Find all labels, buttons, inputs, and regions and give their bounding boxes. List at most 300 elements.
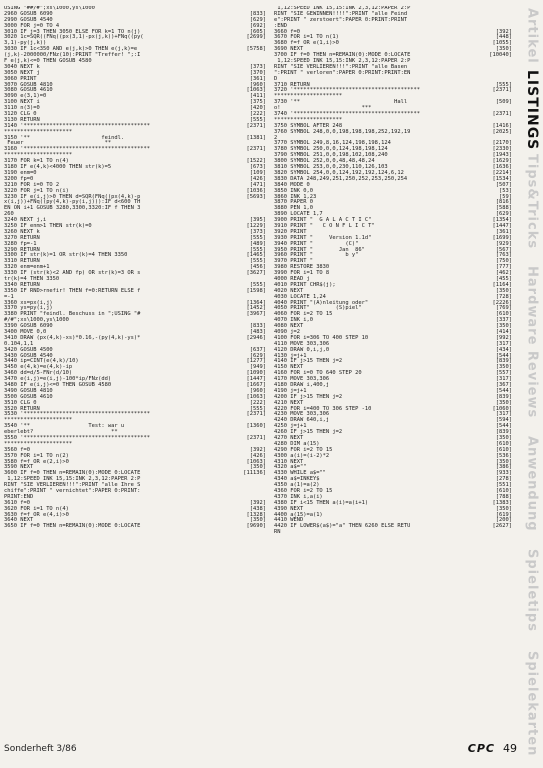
- code-text: 4300 a(i)=(i-2)*2: [274, 452, 330, 459]
- checksum: [456]: [249, 264, 266, 271]
- checksum: [317]: [495, 340, 512, 347]
- code-text: RINT "SIE GEWINNEN!!!!":PRINT "alle Feind: [274, 10, 408, 17]
- code-text: 4190 j=j+1: [274, 387, 307, 394]
- checksum: [551]: [495, 482, 512, 489]
- code-text: 3190 enm=0: [4, 169, 37, 176]
- code-text: 3120 CLG 0: [4, 111, 37, 118]
- checksum: [59]: [499, 193, 512, 200]
- code-text: 3890 LOCATE 1,7: [274, 211, 323, 218]
- checksum: [629]: [495, 211, 512, 218]
- checksum: [1636]: [492, 164, 512, 171]
- checksum: [438]: [249, 505, 266, 512]
- checksum: [555]: [249, 258, 266, 265]
- checksum: [1381]: [246, 134, 266, 141]
- tab-label: LISTINGS: [524, 69, 540, 151]
- checksum: [392]: [495, 28, 512, 35]
- code-text: 3320 enm=enm+1: [4, 264, 50, 271]
- checksum: [1060]: [492, 405, 512, 412]
- code-text: 4310 NEXT: [274, 458, 304, 465]
- checksum: [350]: [495, 323, 512, 330]
- code-text: (j,k)-2000000/FNz(10):PRINT "Treffer! ";:I: [4, 52, 141, 59]
- code-text: chiffe":PRINT " vernichtet":PAPER 0:PRINT:: [4, 488, 141, 495]
- checksum: [960]: [249, 81, 266, 88]
- checksum: [361]: [495, 228, 512, 235]
- code-text: e":PRINT " zerstoert":PAPER 0:PRINT:PRINT: [274, 16, 408, 23]
- code-text: 3240 NEXT j,i: [4, 217, 47, 224]
- checksum: [763]: [495, 252, 512, 259]
- code-text: 3490 GOSUB 4810: [4, 387, 53, 394]
- code-text: 3750 SYMBOL AFTER 248: [274, 122, 343, 129]
- checksum: [367]: [495, 382, 512, 388]
- checksum: [2371]: [246, 411, 266, 418]
- code-text: 4070 INK i,0: [274, 317, 313, 324]
- code-text: 1,12:SPEED INK 15,15:INK 2,3,12:PAPER 2:P: [274, 58, 411, 65]
- code-text: 3480 IF e(i,j)<=0 THEN GOSUB 4580: [4, 382, 112, 388]
- code-text: Feuer **: [4, 140, 112, 147]
- checksum: [414]: [495, 328, 512, 335]
- code-text: 3310 RETURN: [4, 258, 40, 265]
- checksum: [555]: [249, 246, 266, 253]
- code-text: *********************: [4, 128, 73, 135]
- checksum: [1090]: [246, 370, 266, 377]
- code-text: 260: [4, 211, 14, 218]
- code-text: 3370 ys=py(i,j): [4, 305, 53, 312]
- code-text: 3760 SYMBOL 248,0,0,198,198,198,252,192,19: [274, 128, 411, 135]
- code-text: 3850 INK 0,0: [274, 187, 313, 194]
- checksum: [278]: [495, 476, 512, 483]
- checksum: [350]: [495, 399, 512, 406]
- checksum: [728]: [495, 293, 512, 300]
- code-text: 4330 WHILE a$="": [274, 470, 326, 477]
- checksum: [1164]: [492, 281, 512, 288]
- code-text: 4260 IF j>15 THEN j=2: [274, 429, 343, 436]
- code-text: 3740 '***************************************: [274, 111, 421, 118]
- checksum: [420]: [249, 105, 266, 112]
- code-text: 3950 PRINT " Jan 86": [274, 246, 365, 253]
- checksum: [5693]: [246, 193, 266, 200]
- code-text: 3810 SYMBOL 253,0,0,230,110,126,103: [274, 164, 388, 171]
- code-text: 3090 e(3,1)=0: [4, 93, 47, 100]
- code-text: RN: [274, 529, 281, 536]
- code-text: 3940 PRINT " (C)": [274, 240, 359, 247]
- checksum: [1360]: [246, 423, 266, 430]
- code-text: 3450 e(4,k)=e(4,k)-ip: [4, 364, 73, 371]
- checksum: [610]: [495, 311, 512, 318]
- code-text: 3330 IF (str(k)<2 AND fp) OR str(k)=3 OR s: [4, 270, 141, 277]
- code-text: *********************: [274, 116, 343, 123]
- code-text: 1,12:SPEED INK 15,15:INK 2,3,12:PAPER 2:P: [274, 6, 411, 11]
- checksum: [610]: [495, 440, 512, 447]
- code-text: 3420 GOSUB 4500: [4, 346, 53, 353]
- checksum: [471]: [249, 181, 266, 188]
- code-text: 4270 NEXT: [274, 435, 304, 442]
- code-text: 4410 WEND: [274, 517, 304, 524]
- code-text: 3630 f=f OR e(4,i)>0: [4, 511, 69, 518]
- checksum: [750]: [495, 258, 512, 265]
- checksum: [1063]: [246, 393, 266, 400]
- code-text: 3220 FOR j=1 TO n(i): [4, 187, 69, 194]
- code-text: 4140 IF j>15 THEN j=2: [274, 358, 343, 365]
- code-text: 4250 j=j+1: [274, 423, 307, 430]
- checksum: [610]: [495, 488, 512, 495]
- tab-artikel: [521, 4, 543, 68]
- code-text: 3410 DRAW (px(4,k)-xs)*0.16,-(py(4,k)-ys)*: [4, 334, 141, 341]
- checksum: [567]: [495, 246, 512, 253]
- code-text: 3970 PRINT ": [274, 258, 313, 265]
- code-text: 3100 NEXT i: [4, 99, 40, 106]
- code-text: 4370 INK i,a(i): [274, 493, 323, 500]
- checksum: [2170]: [492, 140, 512, 147]
- code-text: 3030 IF 1c<350 AND e(j,k)>0 THEN e(j,k)=e: [4, 46, 138, 53]
- checksum: [3967]: [246, 311, 266, 318]
- code-text: 3790 SYMBOL 251,0,0,198,102,108,240: [274, 152, 388, 159]
- checksum: [200]: [495, 517, 512, 524]
- code-text: 3900 PRINT " G A L A C T I C": [274, 217, 372, 224]
- code-text: 3690 NEXT: [274, 46, 304, 53]
- code-text: 3040 NEXT k: [4, 63, 40, 70]
- code-text: 3870 PAPER 0: [274, 199, 313, 206]
- code-text: 4280 DIM a(15): [274, 440, 320, 447]
- magazine-brand: CPC: [467, 742, 495, 755]
- checksum: [317]: [495, 411, 512, 418]
- code-text: 4220 FOR i=400 TO 306 STEP -10: [274, 405, 372, 412]
- checksum: [1063]: [246, 87, 266, 94]
- tab-spieletips: [521, 544, 543, 636]
- checksum: [629]: [249, 16, 266, 23]
- code-text: D: [274, 75, 278, 82]
- checksum: [839]: [495, 393, 512, 400]
- checksum: [507]: [495, 181, 512, 188]
- checksum: [1277]: [246, 358, 266, 365]
- code-text: 3010 IF j=3 THEN 3050 ELSE FOR k=1 TO n(j): [4, 28, 141, 35]
- code-text: 3300 IF str(k)=1 OR str(k)=4 THEN 3350: [4, 252, 128, 259]
- checksum: [692]: [249, 22, 266, 29]
- checksum: [350]: [495, 46, 512, 53]
- code-text: 3720 '***************************************: [274, 87, 421, 94]
- checksum: [2371]: [246, 435, 266, 442]
- code-text: 3610 f=0: [4, 499, 30, 506]
- code-text: 4230 MOVE 303,306: [274, 411, 330, 418]
- checksum: [350]: [495, 287, 512, 294]
- code-text: 4080 NEXT: [274, 323, 304, 330]
- checksum: [1416]: [492, 122, 512, 129]
- checksum: [411]: [249, 93, 266, 100]
- code-text: 3000 FOR j=0 TO 4: [4, 22, 60, 29]
- code-text: *********************: [274, 93, 343, 100]
- code-text: 3280 fp=-1: [4, 240, 37, 247]
- code-text: 3600 IF f=0 THEN n=REMAIN(0):MODE 0:LOCATE: [4, 470, 141, 477]
- code-text: 3360 xs=px(i,j): [4, 299, 53, 306]
- code-text: 4110 MOVE 303,306: [274, 340, 330, 347]
- code-text: 3710 RETURN: [274, 81, 310, 88]
- code-text: 3860 INK 1,23: [274, 193, 317, 200]
- checksum: [350]: [495, 458, 512, 465]
- code-text: 3820 SYMBOL 254,0,0,124,192,192,124,6,12: [274, 169, 404, 176]
- checksum: [337]: [495, 317, 512, 324]
- checksum: [769]: [495, 305, 512, 312]
- code-text: 4380 IF i<15 THEN a(i)=a(i+1): [274, 499, 369, 506]
- checksum: [370]: [249, 69, 266, 76]
- code-text: 3780 SYMBOL 250,0,0,124,198,198,124: [274, 146, 388, 153]
- checksum: [317]: [495, 376, 512, 383]
- code-text: 4240 DRAW 640,i,j: [274, 417, 330, 424]
- checksum: [1328]: [246, 511, 266, 518]
- checksum: [1036]: [246, 187, 266, 194]
- code-text: 3660 f=0: [274, 28, 300, 35]
- checksum: [555]: [495, 81, 512, 88]
- code-text: o! ***: [274, 105, 372, 112]
- code-text: 4050 PRINT" (S)piel": [274, 305, 362, 312]
- code-text: 4170 MOVE 303,306: [274, 376, 330, 383]
- checksum: [637]: [249, 346, 266, 353]
- checksum: [1364]: [246, 299, 266, 306]
- code-text: EN ON i+1 GOSUB 3280,3300,3320:IF f THEN 3: [4, 205, 141, 212]
- code-text: 4100 FOR i=306 TO 400 STEP 10: [274, 334, 369, 341]
- checksum: [455]: [495, 275, 512, 282]
- code-text: 4090 j=2: [274, 328, 300, 335]
- code-text: 3210 FOR i=0 TO 2: [4, 181, 60, 188]
- section-tabs: [521, 0, 543, 768]
- code-text: 3830 DATA 248,249,251,250,252,253,250,254: [274, 175, 408, 182]
- code-text: 4150 NEXT: [274, 364, 304, 371]
- checksum: [833]: [249, 10, 266, 17]
- code-text: 4390 NEXT: [274, 505, 304, 512]
- tab-tips-tricks: [521, 154, 543, 250]
- checksum: [9690]: [246, 523, 266, 530]
- code-text: 4010 PRINT CHR$(j);: [274, 281, 336, 288]
- checksum: [816]: [495, 199, 512, 206]
- listing-column-right: [274, 6, 512, 731]
- code-text: 4360 FOR i=2 TO 15: [274, 488, 333, 495]
- tab-hardware-reviews: [521, 262, 543, 422]
- code-text: 3560 f=0: [4, 446, 30, 453]
- checksum: [949]: [249, 364, 266, 371]
- checksum: [11136]: [243, 470, 266, 477]
- checksum: [483]: [249, 328, 266, 335]
- checksum: [839]: [495, 429, 512, 436]
- code-text: 3770 SYMBOL 249,8,16,124,198,198,124: [274, 140, 391, 147]
- code-text: 3380 PRINT "feindl. Beschuss in ";USING "#: [4, 311, 141, 318]
- checksum: [375]: [249, 99, 266, 106]
- checksum: [544]: [495, 423, 512, 430]
- checksum: [350]: [495, 364, 512, 371]
- code-text: :END: [274, 22, 287, 29]
- checksum: [839]: [495, 358, 512, 365]
- checksum: [605]: [249, 28, 266, 35]
- tab-label: Spielekarten: [524, 651, 540, 757]
- code-text: 3800 SYMBOL 252,0,0,48,48,48,24: [274, 158, 375, 165]
- page-footer: [4, 742, 517, 758]
- code-text: 3050 NEXT j: [4, 69, 40, 76]
- tab-listings: [521, 69, 543, 151]
- checksum: [350]: [495, 435, 512, 442]
- code-text: 3070 GOSUB 4810: [4, 81, 53, 88]
- code-line: [274, 530, 512, 536]
- code-text: =-1: [4, 293, 14, 300]
- code-text: 3230 IF e(i,j)>0 THEN d=SQR(FNq((px(4,k)-p: [4, 193, 141, 200]
- code-text: 3510 CLG 0: [4, 399, 37, 406]
- checksum: [3627]: [246, 270, 266, 277]
- checksum: [392]: [249, 499, 266, 506]
- code-text: 4000 READ j: [274, 275, 310, 282]
- tab-label: Artikel: [524, 8, 540, 64]
- checksum: [594]: [495, 417, 512, 424]
- checksum: [1229]: [246, 222, 266, 229]
- code-text: 3520 RETURN: [4, 405, 40, 412]
- code-text: 3350 IF RND>rnefir! THEN f=0:RETURN ELSE f: [4, 287, 141, 294]
- checksum: [109]: [249, 169, 266, 176]
- checksum: [2226]: [492, 299, 512, 306]
- code-text: 3540 '** Test: war u: [4, 423, 125, 430]
- checksum: [2371]: [492, 111, 512, 118]
- code-text: 3980 RESTORE 3830: [274, 264, 330, 271]
- code-text: 3110 n(3)=0: [4, 105, 40, 112]
- checksum: [1063]: [246, 458, 266, 465]
- code-text: 3920 PRINT: [274, 228, 307, 235]
- code-text: 3440 ip=CINT(e(4,k)/10): [4, 358, 79, 365]
- checksum: [509]: [495, 99, 512, 106]
- checksum: [1465]: [246, 252, 266, 259]
- code-text: 3250 IF enm>1 THEN str(k)=0: [4, 222, 92, 229]
- tab-spielekarten: [521, 646, 543, 762]
- code-text: 3180 IF e(4,k)<4000 THEN str(k)=5: [4, 164, 112, 171]
- code-text: 3700 IF f=0 THEN n=REMAIN(0):MODE 0:LOCATE: [274, 52, 411, 59]
- code-text: 4350 a(1)=a(2): [274, 482, 320, 489]
- code-text: 3,1)-py(j,k)): [4, 40, 47, 47]
- checksum: [557]: [495, 370, 512, 377]
- code-text: 3170 FOR k=1 TO n(4): [4, 158, 69, 165]
- code-text: RINT "SIE VERLIEREN!!!":PRINT "alle Basen: [274, 63, 408, 70]
- checksum: [788]: [495, 493, 512, 500]
- checksum: [361]: [249, 75, 266, 82]
- code-text: 3990 FOR i=1 TO 8: [274, 270, 330, 277]
- tab-label: Spieletips: [524, 548, 540, 632]
- code-text: 3930 PRINT " Version 1.1d": [274, 234, 372, 241]
- checksum: [2371]: [246, 122, 266, 129]
- checksum: [2214]: [492, 169, 512, 176]
- checksum: [544]: [495, 352, 512, 359]
- checksum: [610]: [495, 446, 512, 453]
- code-text: 3960 PRINT " b y": [274, 252, 359, 259]
- code-text: *********************: [4, 417, 73, 424]
- checksum: [1667]: [246, 382, 266, 388]
- code-text: 3400 MOVE 0,0: [4, 328, 47, 335]
- code-text: 3160 '***************************************: [4, 146, 151, 153]
- checksum: [350]: [495, 505, 512, 512]
- checksum: [448]: [495, 34, 512, 41]
- checksum: [350]: [249, 464, 266, 471]
- code-line: [4, 524, 266, 530]
- code-text: 0.104,1,1: [4, 340, 34, 347]
- code-text: 3730 '** Hall: [274, 99, 408, 106]
- code-text: 3500 GOSUB 4610: [4, 393, 53, 400]
- checksum: [386]: [495, 464, 512, 471]
- checksum: [1522]: [246, 158, 266, 165]
- code-text: F e(j,k)<=0 THEN GOSUB 4580: [4, 58, 92, 65]
- code-text: 4180 DRAW i,400,j: [274, 382, 330, 388]
- checksum: [489]: [249, 240, 266, 247]
- code-text: ":PRINT " verloren":PAPER 0:PRINT:PRINT:EN: [274, 69, 411, 76]
- checksum: [434]: [495, 346, 512, 353]
- code-text: 3200 fp=0: [4, 175, 34, 182]
- code-text: eberlebt? **: [4, 429, 118, 436]
- code-text: 3840 MODE 0: [274, 181, 310, 188]
- code-text: 3530 '***************************************: [4, 411, 151, 418]
- code-text: 4120 DRAW 0,i,j,0: [274, 346, 330, 353]
- code-text: 3590 NEXT: [4, 464, 34, 471]
- checksum: [777]: [495, 264, 512, 271]
- code-text: 4130 j=j+1: [274, 352, 307, 359]
- checksum: [629]: [249, 352, 266, 359]
- checksum: [1354]: [492, 217, 512, 224]
- code-text: 4400 a(15)=a(1): [274, 511, 323, 518]
- checksum: [1629]: [492, 158, 512, 165]
- code-text: 3670 FOR i=1 TO n(1): [274, 34, 339, 41]
- checksum: [1699]: [492, 234, 512, 241]
- checksum: [1383]: [492, 499, 512, 506]
- checksum: [1452]: [246, 305, 266, 312]
- tab-label: Hardware Reviews: [524, 265, 540, 419]
- listing-column-left: [4, 6, 266, 731]
- checksum: [1598]: [246, 287, 266, 294]
- code-text: 3640 NEXT: [4, 517, 34, 524]
- code-text: 2: [274, 134, 278, 141]
- checksum: [1534]: [492, 175, 512, 182]
- page-number: 49: [503, 742, 517, 755]
- checksum: [933]: [495, 470, 512, 477]
- checksum: [5758]: [246, 46, 266, 53]
- checksum: [555]: [249, 405, 266, 412]
- checksum: [426]: [249, 452, 266, 459]
- checksum: [1447]: [492, 222, 512, 229]
- code-text: 3620 FOR i=1 TO n(4): [4, 505, 69, 512]
- checksum: [2946]: [246, 334, 266, 341]
- checksum: [426]: [249, 175, 266, 182]
- checksum: [673]: [249, 164, 266, 171]
- checksum: [1055]: [492, 40, 512, 47]
- code-text: 4020 NEXT: [274, 287, 304, 294]
- code-text: *********************: [4, 152, 73, 159]
- code-text: 4420 IF LOWER$(a$)="a" THEN 6260 ELSE RETU: [274, 523, 411, 530]
- tab-label: Anwendung: [524, 436, 540, 532]
- tab-anwendung: [521, 436, 543, 532]
- checksum: [395]: [249, 217, 266, 224]
- tab-label: Tips&Tricks: [524, 154, 540, 250]
- checksum: [1447]: [246, 376, 266, 383]
- code-text: 3550 '***************************************: [4, 435, 151, 442]
- checksum: [392]: [249, 446, 266, 453]
- issue-label: Sonderheft 3/86: [4, 744, 77, 754]
- code-text: 4060 FOR i=2 TO 15: [274, 311, 333, 318]
- checksum: [462]: [495, 270, 512, 277]
- code-text: 3140 '***************************************: [4, 122, 151, 129]
- page-number-block: [468, 742, 517, 755]
- code-text: 3580 f=f OR e(2,i)>0: [4, 458, 69, 465]
- checksum: [10040]: [489, 52, 512, 59]
- code-text: 3290 RETURN: [4, 246, 40, 253]
- code-text: 3130 RETURN: [4, 116, 40, 123]
- code-text: USING "##/#";xs\1000,ys\1000: [4, 6, 95, 11]
- checksum: [1943]: [492, 152, 512, 159]
- code-text: *********************: [4, 440, 73, 447]
- code-text: RINT "SIE VERLIEREN!!!":PRINT "alle Ihre S: [4, 482, 141, 489]
- checksum: [544]: [495, 387, 512, 394]
- code-text: 3910 PRINT " C O N F L I C T": [274, 222, 375, 229]
- checksum: [588]: [495, 205, 512, 212]
- checksum: [619]: [495, 511, 512, 518]
- code-text: 2990 GOSUB 4540: [4, 16, 53, 23]
- code-text: 4320 a$="": [274, 464, 307, 471]
